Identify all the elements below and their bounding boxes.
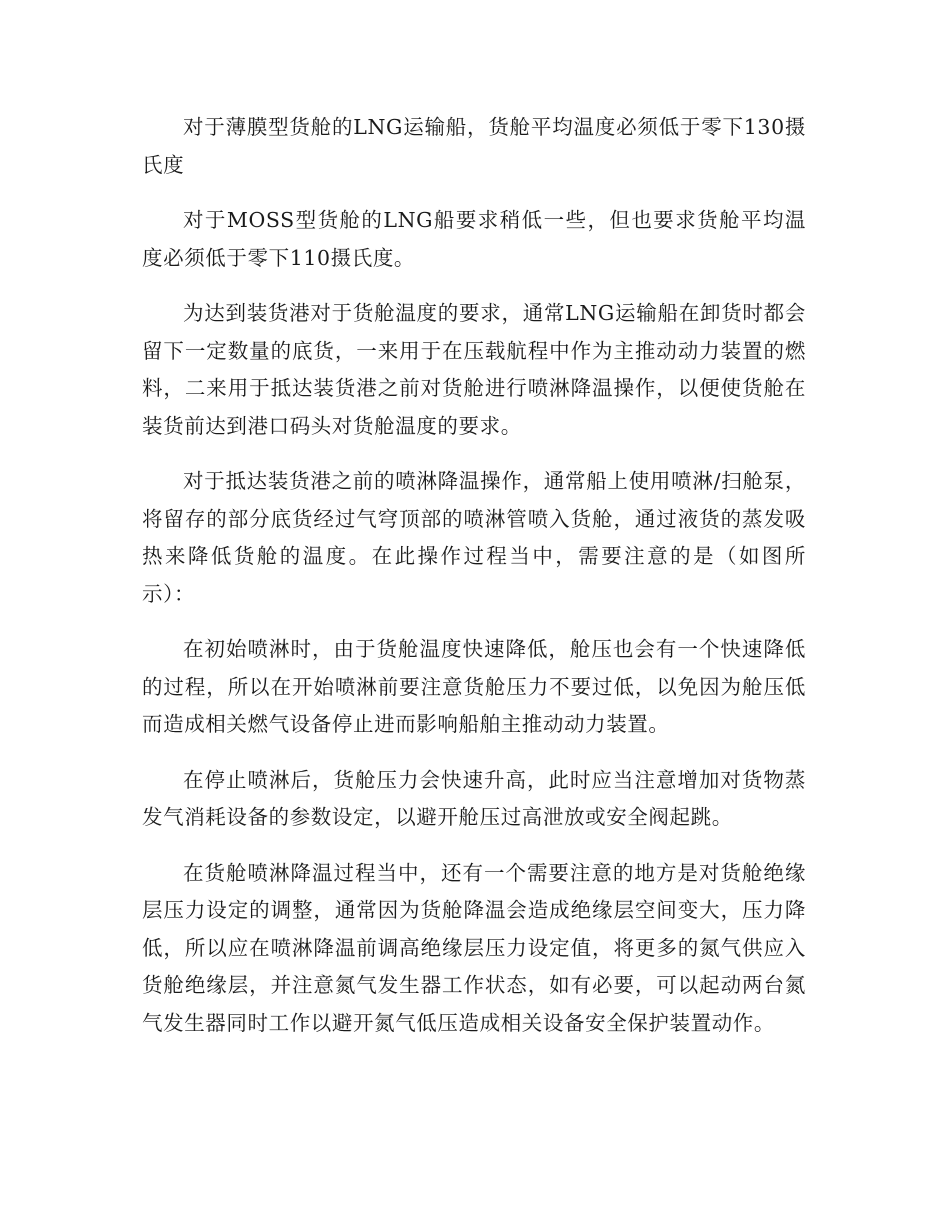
document-body: [142, 109, 806, 1060]
paragraph-stop-spray: 在停止喷淋后，货舱压力会快速升高，此时应当注意增加对货物蒸发气消耗设备的参数设定，以避开舱压过高泄放或安全阀起跳。: [142, 767, 806, 829]
paragraph-insulation-pressure: 在货舱喷淋降温过程当中，还有一个需要注意的地方是对货舱绝缘层压力设定的调整，通常因为货舱降温会造成绝缘层空间变大，压力降低，所以应在喷淋降温前调高绝缘层压力设定值，将更多的氮气供应入货舱绝缘层，并注意氮气发生器工作状态，如有必要，可以起动两台氮气发生器同时工作以避开氮气低压造成相关设备安全保护装置动作。: [142, 860, 806, 1035]
paragraph-initial-spray: 在初始喷淋时，由于货舱温度快速降低，舱压也会有一个快速降低的过程，所以在开始喷淋前要注意货舱压力不要过低，以免因为舱压低而造成相关燃气设备停止进而影响船舶主推动动力装置。: [142, 637, 806, 736]
paragraph-spray-cooling: 对于抵达装货港之前的喷淋降温操作，通常船上使用喷淋/扫舱泵，将留存的部分底货经过气穹顶部的喷淋管喷入货舱，通过液货的蒸发吸热来降低货舱的温度。在此操作过程当中，需要注意的是（如图所示）：: [142, 469, 806, 606]
paragraph-moss-tank: 对于MOSS型货舱的LNG船要求稍低一些，但也要求货舱平均温度必须低于零下110摄氏度。: [142, 208, 806, 270]
paragraph-membrane-tank: 对于薄膜型货舱的LNG运输船，货舱平均温度必须低于零下130摄氏度: [142, 115, 806, 177]
paragraph-heel-retention: 为达到装货港对于货舱温度的要求，通常LNG运输船在卸货时都会留下一定数量的底货，一来用于在压载航程中作为主推动动力装置的燃料，二来用于抵达装货港之前对货舱进行喷淋降温操作，以便使货舱在装货前达到港口码头对货舱温度的要求。: [142, 301, 806, 438]
